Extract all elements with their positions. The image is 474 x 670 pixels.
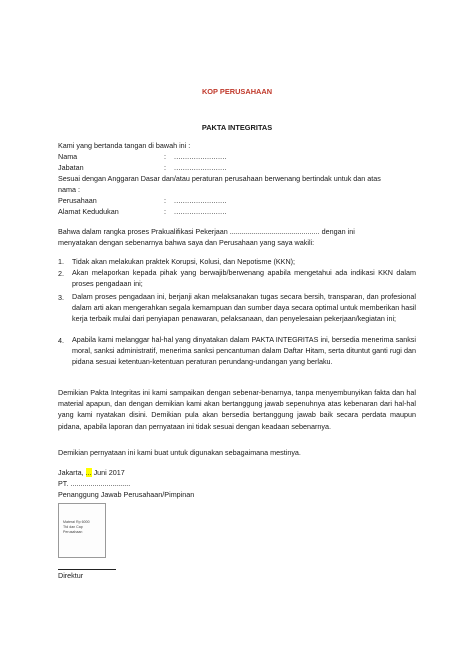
place-date-prefix: Jakarta, <box>58 468 86 477</box>
place-date <box>58 469 125 477</box>
stamp-text <box>63 520 103 535</box>
field-colon-address: : <box>164 207 166 216</box>
point-text: Apabila kami melanggar hal-hal yang dinyatakan dalam PAKTA INTEGRITAS ini, bersedia menerima sanksi moral, sanksi administratif, menerima sanksi pencantuman dalam Daftar Hitam, serta dituntut ganti rugi dan pidana sesuai ketentuan-ketentuan peraturan perundang-undangan yang berlaku. <box>72 335 416 367</box>
point-text: Tidak akan melakukan praktek Korupsi, Kolusi, dan Nepotisme (KKN); <box>72 257 296 266</box>
field-colon-company: : <box>164 196 166 205</box>
stamp-line: Materai Rp 6000 <box>63 520 90 524</box>
document-title: PAKTA INTEGRITAS <box>201 123 273 132</box>
stamp-line: Ttd dan Cap <box>63 525 83 529</box>
stamp-box <box>58 503 106 558</box>
field-value-address: ........................ <box>174 207 227 216</box>
authority-line-1: Sesuai dengan Anggaran Dasar dan/atau peraturan perusahaan berwenang bertindak untuk dan atas <box>58 174 381 183</box>
statement-line-1: Bahwa dalam rangka proses Prakualifikasi Pekerjaan ............................................. dengan ini <box>58 227 355 236</box>
point-number: 4. <box>58 336 64 345</box>
final-statement: Demikian pernyataan ini kami buat untuk digunakan sebagaimana mestinya. <box>58 448 301 457</box>
intro-text: Kami yang bertanda tangan di bawah ini : <box>58 141 191 150</box>
point-number: 2. <box>58 269 64 278</box>
field-value-position: ........................ <box>174 163 227 172</box>
field-label-name: Nama <box>58 152 78 161</box>
letterhead: KOP PERUSAHAAN <box>201 87 273 96</box>
closing-paragraph: Demikian Pakta Integritas ini kami sampaikan dengan sebenar-benarnya, tanpa menyembunyikan fakta dan hal material apapun, dan dengan demikian kami akan bertanggung jawab sepenuhnya atas kebenaran dari hal-hal yang kami nyatakan disini. Demikian pula akan bersedia bertanggung jawab baik secara perdata maupun pidana, apabila laporan dan pernyataan ini tidak sesuai dengan keadaan sebenarnya. <box>58 388 416 431</box>
field-colon-position: : <box>164 163 166 172</box>
stamp-line: Perusahaan <box>63 530 83 534</box>
point-number: 1. <box>58 257 64 266</box>
point-text: Akan melaporkan kepada pihak yang berwajib/berwenang apabila mengetahui ada indikasi KKN dalam proses pengadaan ini; <box>72 268 416 289</box>
field-label-position: Jabatan <box>58 163 84 172</box>
company-name-line: PT. .............................. <box>58 479 131 488</box>
signatory-role: Penanggung Jawab Perusahaan/Pimpinan <box>58 490 195 499</box>
signature-line <box>58 569 116 570</box>
signatory-title: Direktur <box>58 571 84 580</box>
authority-line-2: nama : <box>58 185 80 194</box>
field-value-name: ........................ <box>174 152 227 161</box>
statement-line-2: menyatakan dengan sebenarnya bahwa saya dan Perusahaan yang saya wakili: <box>58 238 315 247</box>
field-value-company: ........................ <box>174 196 227 205</box>
place-date-suffix: Juni 2017 <box>91 468 125 477</box>
date-blank-highlight: ... <box>85 468 92 477</box>
point-text: Dalam proses pengadaan ini, berjanji akan melaksanakan tugas secara bersih, transparan, dan profesional dalam arti akan mengerahkan segala kemampuan dan sumber daya secara optimal untuk memberikan hasil kerja terbaik mulai dari penyiapan penawaran, pelaksanaan, dan penyelesaian pekerjaan/kegiatan ini; <box>72 292 416 324</box>
field-label-address: Alamat Kedudukan <box>58 207 119 216</box>
point-number: 3. <box>58 293 64 302</box>
field-colon-name: : <box>164 152 166 161</box>
field-label-company: Perusahaan <box>58 196 97 205</box>
